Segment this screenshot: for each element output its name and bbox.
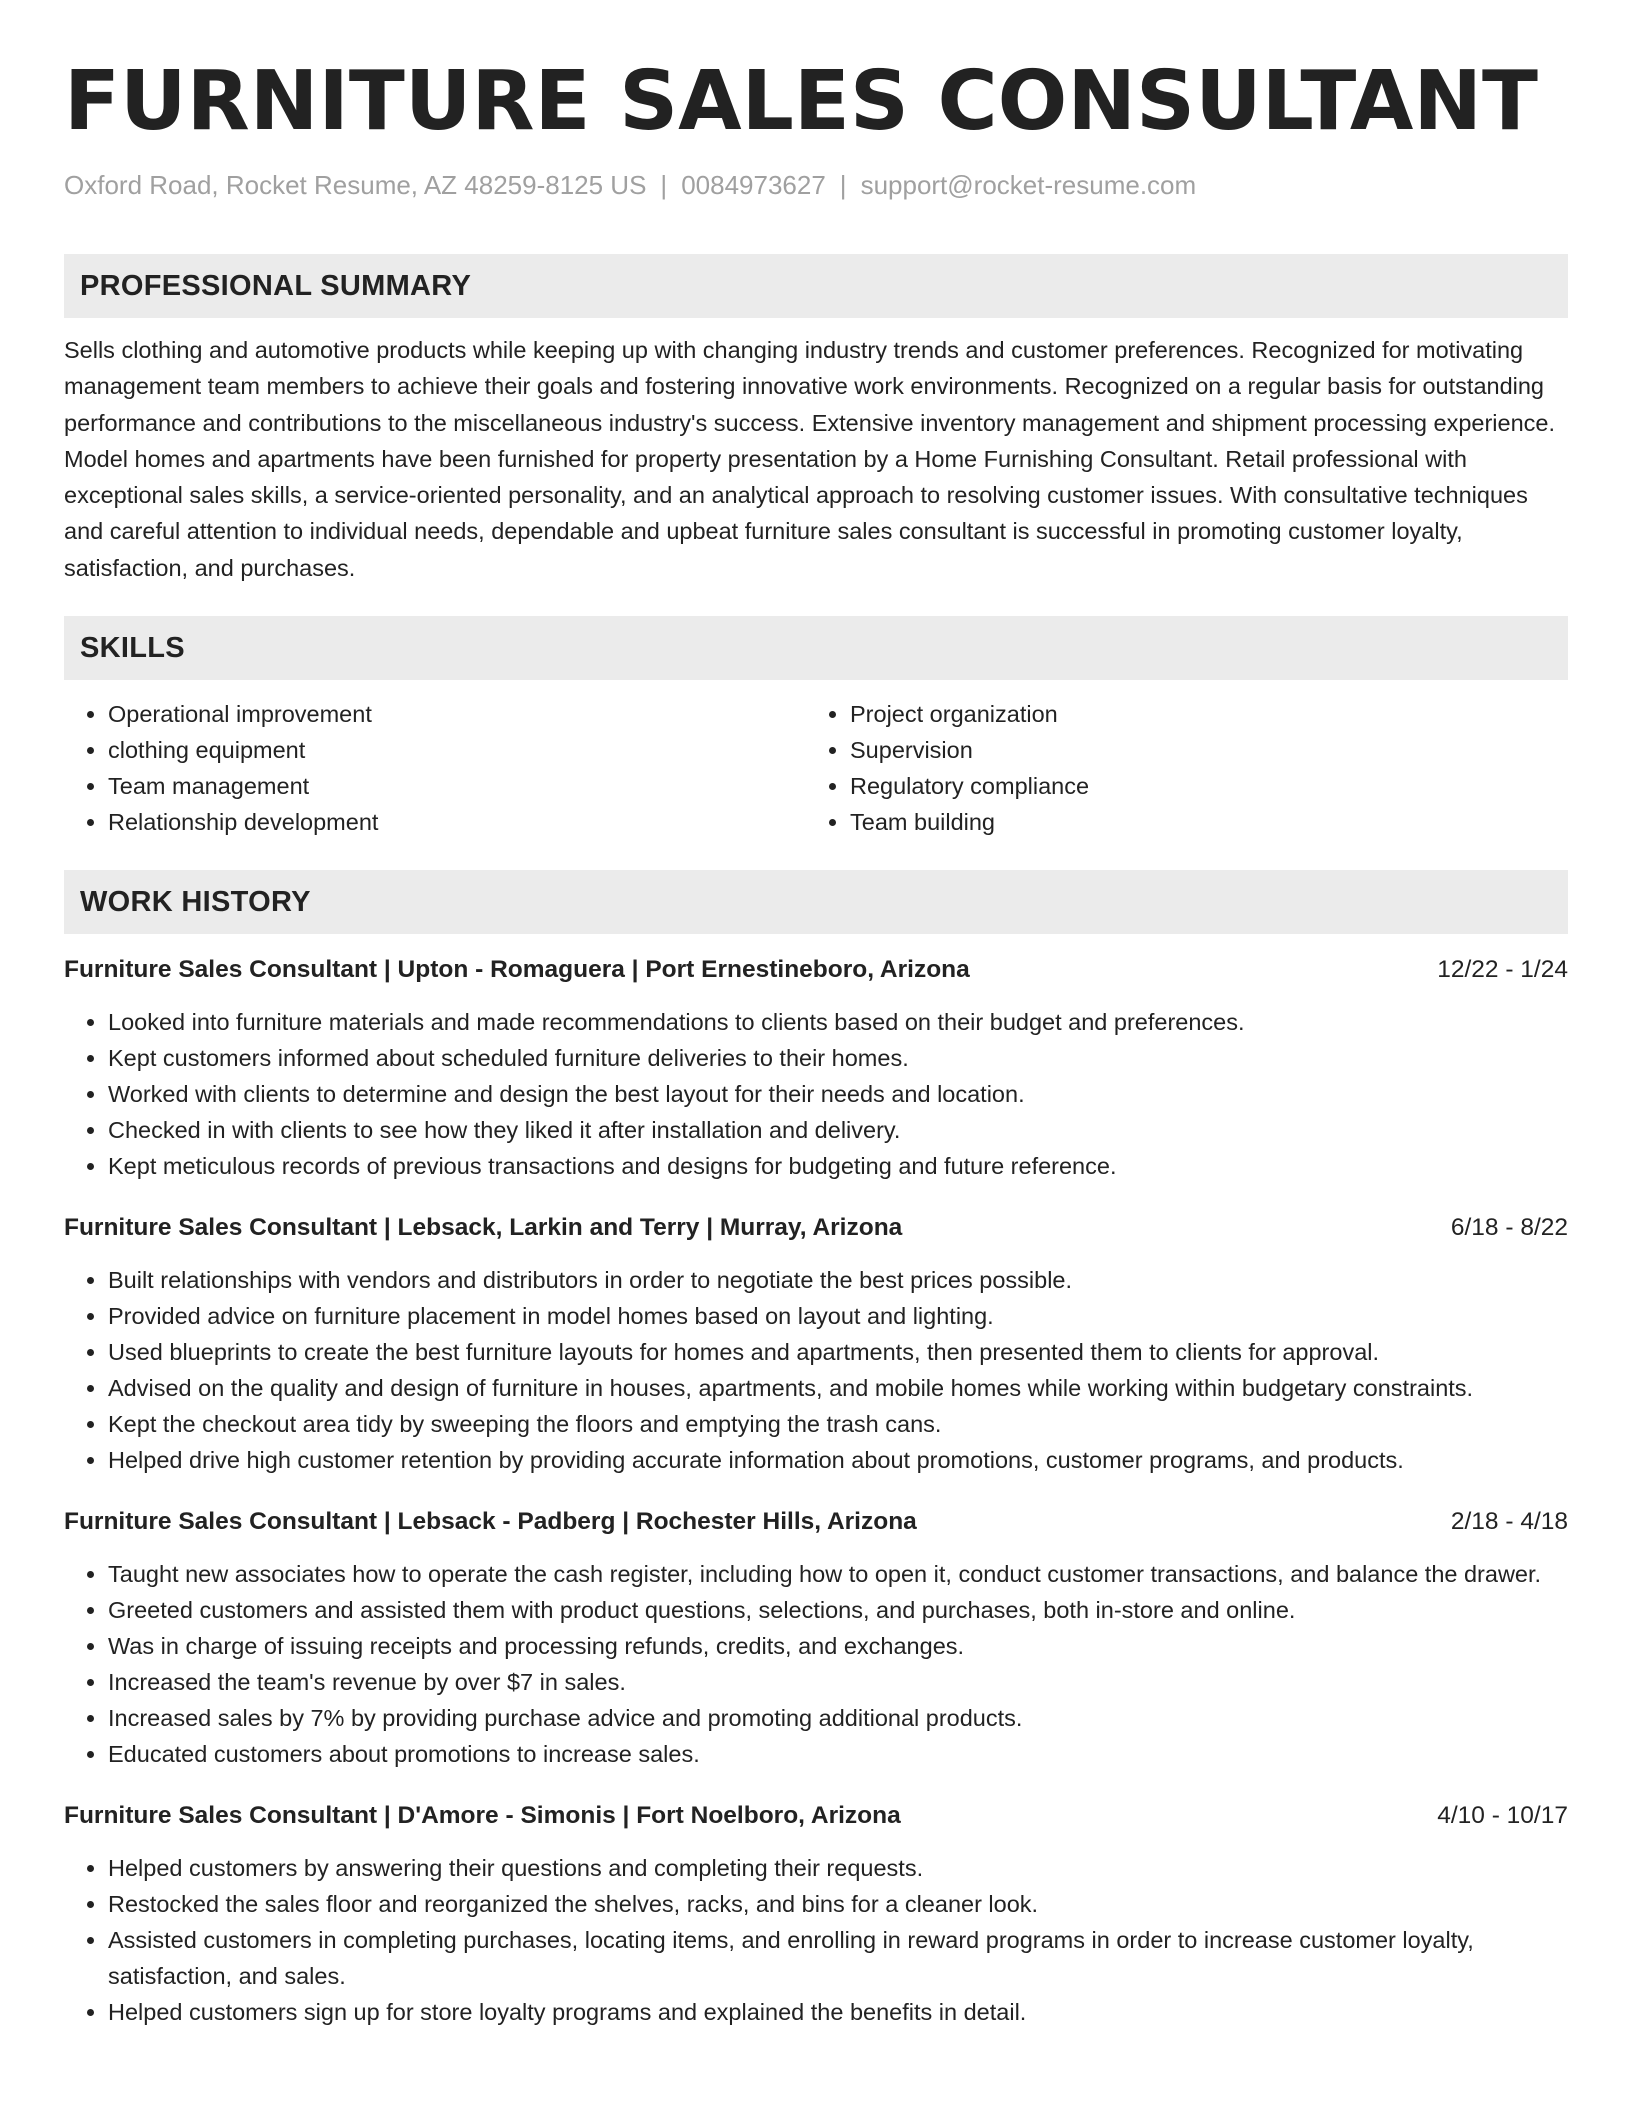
job-title: Furniture Sales Consultant | Lebsack - Padberg | Rochester Hills, Arizona (64, 1508, 917, 1536)
job-entry (64, 1504, 1568, 1772)
job-bullet: • Helped drive high customer retention by providing accurate information about promotions, customer programs, and products. (108, 1442, 1568, 1478)
job-dates: 6/18 - 8/22 (1450, 1214, 1568, 1242)
job-dates: 4/10 - 10/17 (1437, 1802, 1568, 1830)
job-entry (64, 1210, 1568, 1478)
section-heading-summary: PROFESSIONAL SUMMARY (64, 254, 1568, 318)
skills-list (64, 696, 1568, 840)
job-header (64, 1798, 1568, 1834)
skills-column-right (806, 696, 1548, 840)
job-bullet: • Increased sales by 7% by providing purchase advice and promoting additional products. (108, 1700, 1568, 1736)
job-bullet: • Checked in with clients to see how they liked it after installation and delivery. (108, 1112, 1568, 1148)
skill-item: • Supervision (850, 732, 1548, 768)
job-bullet: • Provided advice on furniture placement in model homes based on layout and lighting. (108, 1298, 1568, 1334)
contact-address: Oxford Road, Rocket Resume, AZ 48259-8125 US (64, 170, 647, 200)
job-bullets (64, 1004, 1568, 1184)
work-history-list (64, 952, 1568, 2030)
job-title: Furniture Sales Consultant | D'Amore - Simonis | Fort Noelboro, Arizona (64, 1802, 901, 1830)
job-dates: 2/18 - 4/18 (1450, 1508, 1568, 1536)
job-bullet: • Kept the checkout area tidy by sweeping the floors and emptying the trash cans. (108, 1406, 1568, 1442)
summary-text: Sells clothing and automotive products while keeping up with changing industry trends and customer preferences. Recognized for motivating management team members to achieve their goals and fostering innovative work environments. Recognized on a regular basis for outstanding performance and contributions to the miscellaneous industry's success. Extensive inventory management and shipment processing experience. Model homes and apartments have been furnished for property presentation by a Home Furnishing Consultant. Retail professional with exceptional sales skills, a service-oriented personality, and an analytical approach to resolving customer issues. With consultative techniques and careful attention to individual needs, dependable and upbeat furniture sales consultant is successful in promoting customer loyalty, satisfaction, and purchases. (64, 337, 1555, 581)
job-bullet: • Educated customers about promotions to increase sales. (108, 1736, 1568, 1772)
contact-phone: 0084973627 (681, 170, 826, 200)
job-bullet: • Restocked the sales floor and reorganized the shelves, racks, and bins for a cleaner look. (108, 1886, 1568, 1922)
job-bullet: • Taught new associates how to operate the cash register, including how to open it, conduct customer transactions, and balance the drawer. (108, 1556, 1568, 1592)
contact-separator: | (839, 170, 847, 200)
job-bullets (64, 1556, 1568, 1772)
job-bullets (64, 1850, 1568, 2030)
job-header (64, 1504, 1568, 1540)
job-header (64, 1210, 1568, 1246)
skill-item: • Relationship development (108, 804, 806, 840)
job-bullet: • Assisted customers in completing purchases, locating items, and enrolling in reward programs in order to increase customer loyalty, satisfaction, and sales. (108, 1922, 1568, 1994)
skill-item: • Team building (850, 804, 1548, 840)
job-bullet: • Helped customers by answering their questions and completing their requests. (108, 1850, 1568, 1886)
job-header (64, 952, 1568, 988)
skill-item: • Project organization (850, 696, 1548, 732)
job-entry (64, 1798, 1568, 2030)
job-entry (64, 952, 1568, 1184)
job-bullet: • Kept meticulous records of previous transactions and designs for budgeting and future reference. (108, 1148, 1568, 1184)
job-dates: 12/22 - 1/24 (1437, 956, 1568, 984)
skills-column-left (64, 696, 806, 840)
job-bullet: • Greeted customers and assisted them with product questions, selections, and purchases, both in-store and online. (108, 1592, 1568, 1628)
job-bullet: • Was in charge of issuing receipts and processing refunds, credits, and exchanges. (108, 1628, 1568, 1664)
job-title: Furniture Sales Consultant | Lebsack, Larkin and Terry | Murray, Arizona (64, 1214, 903, 1242)
job-title: Furniture Sales Consultant | Upton - Romaguera | Port Ernestineboro, Arizona (64, 956, 970, 984)
job-bullet: • Looked into furniture materials and made recommendations to clients based on their budget and preferences. (108, 1004, 1568, 1040)
job-bullet: • Worked with clients to determine and design the best layout for their needs and location. (108, 1076, 1568, 1112)
contact-line (64, 168, 1568, 202)
skill-item: • Regulatory compliance (850, 768, 1548, 804)
job-bullet: • Advised on the quality and design of furniture in houses, apartments, and mobile homes while working within budgetary constraints. (108, 1370, 1568, 1406)
skill-item: • Team management (108, 768, 806, 804)
resume-page (64, 50, 1568, 2030)
job-bullets (64, 1262, 1568, 1478)
skill-item: • Operational improvement (108, 696, 806, 732)
job-bullet: • Used blueprints to create the best furniture layouts for homes and apartments, then presented them to clients for approval. (108, 1334, 1568, 1370)
section-heading-work-history: WORK HISTORY (64, 870, 1568, 934)
contact-email: support@rocket-resume.com (860, 170, 1197, 200)
job-bullet: • Helped customers sign up for store loyalty programs and explained the benefits in detail. (108, 1994, 1568, 2030)
job-bullet: • Kept customers informed about scheduled furniture deliveries to their homes. (108, 1040, 1568, 1076)
resume-title: FURNITURE SALES CONSULTANT (64, 54, 1538, 149)
contact-separator: | (660, 170, 668, 200)
section-heading-skills: SKILLS (64, 616, 1568, 680)
job-bullet: • Increased the team's revenue by over $7 in sales. (108, 1664, 1568, 1700)
job-bullet: • Built relationships with vendors and distributors in order to negotiate the best prices possible. (108, 1262, 1568, 1298)
skill-item: • clothing equipment (108, 732, 806, 768)
